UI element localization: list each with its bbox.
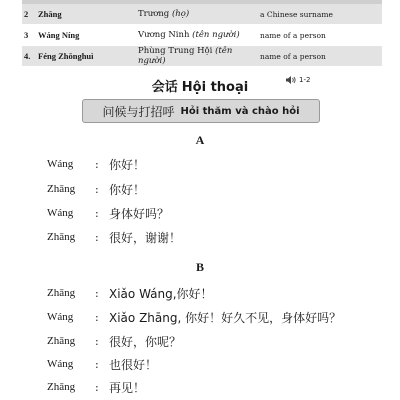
speaker-name: Wáng (47, 358, 74, 370)
colon: : (95, 334, 99, 348)
pinyin-cell: Wáng Níng (38, 30, 80, 40)
dialogue-text: 很好，谢谢！ (109, 230, 182, 245)
speaker-name: Zhāng (47, 381, 76, 393)
audio-track-number: 1-2 (299, 76, 311, 84)
vietnamese-text: Vương Ninh (138, 30, 190, 40)
colon: : (95, 380, 99, 394)
colon: : (95, 206, 99, 220)
speaker-name: Wáng (47, 311, 74, 323)
dialogue-line (47, 353, 157, 375)
section-title-vietnamese: Hội thoại (181, 80, 249, 95)
section-title-chinese: 会话 (151, 80, 178, 95)
pinyin-cell: Féng Zhōnghuì (38, 51, 94, 61)
table-row (22, 25, 382, 46)
vietnamese-cell (138, 46, 260, 66)
row-number: 2 (24, 9, 29, 19)
pinyin-cell: Zhāng (38, 9, 62, 19)
banner-vietnamese: Hỏi thăm và chào hỏi (180, 105, 300, 117)
vietnamese-cell (138, 9, 260, 19)
dialogue-text: 你好！ (109, 182, 146, 197)
dialogue-text: 也很好！ (109, 357, 158, 372)
english-cell: a Chinese surname (260, 9, 333, 19)
vietnamese-cell (138, 30, 260, 40)
vietnamese-text: Trương (138, 9, 170, 19)
speaker-name: Wáng (47, 158, 74, 170)
colon: : (95, 230, 99, 244)
note-text: (tên người) (138, 46, 233, 66)
speaker-name: Wáng (47, 207, 74, 219)
colon: : (95, 310, 99, 324)
banner-chinese: 问候与打招呼 (102, 104, 175, 119)
vietnamese-text: Phùng Trung Hội (138, 46, 213, 56)
dialogue-line (47, 226, 181, 248)
section-title (0, 76, 400, 95)
dialogue-text: 你好！ (109, 157, 146, 172)
note-text: (tên người) (192, 30, 240, 40)
topic-banner (82, 99, 320, 123)
english-cell: name of a person (260, 51, 326, 61)
dialogue-line (47, 330, 181, 352)
dialogue-text: 再见！ (109, 380, 146, 395)
vocabulary-table (22, 0, 382, 67)
note-text: (họ) (171, 9, 190, 19)
dialogue-line (47, 202, 169, 224)
dialogue-text: 很好，你呢？ (109, 334, 182, 349)
audio-track[interactable] (285, 75, 310, 85)
row-number: 3 (24, 30, 29, 40)
dialogue-a-label: A (195, 133, 205, 147)
dialogue-line (47, 178, 145, 200)
table-row (22, 4, 382, 25)
dialogue-line (47, 153, 145, 175)
dialogue-text: 身体好吗？ (109, 206, 170, 221)
dialogue-b-label: B (195, 260, 204, 274)
row-number: 4. (24, 51, 31, 61)
dialogue-text: Xiǎo Zhāng, 你好！好久不见，身体好吗？ (109, 310, 342, 325)
speaker-name: Zhāng (47, 335, 76, 347)
english-cell: name of a person (260, 30, 326, 40)
speaker-name: Zhāng (47, 287, 76, 299)
colon: : (95, 357, 99, 371)
colon: : (95, 286, 99, 300)
speaker-name: Zhāng (47, 183, 76, 195)
dialogue-line (47, 306, 341, 328)
speaker-name: Zhāng (47, 231, 76, 243)
dialogue-line (47, 282, 213, 304)
colon: : (95, 157, 99, 171)
dialogue-line (47, 376, 145, 398)
speaker-icon (285, 75, 297, 85)
table-row (22, 46, 382, 67)
colon: : (95, 182, 99, 196)
dialogue-text: Xiǎo Wáng,你好！ (109, 286, 213, 301)
